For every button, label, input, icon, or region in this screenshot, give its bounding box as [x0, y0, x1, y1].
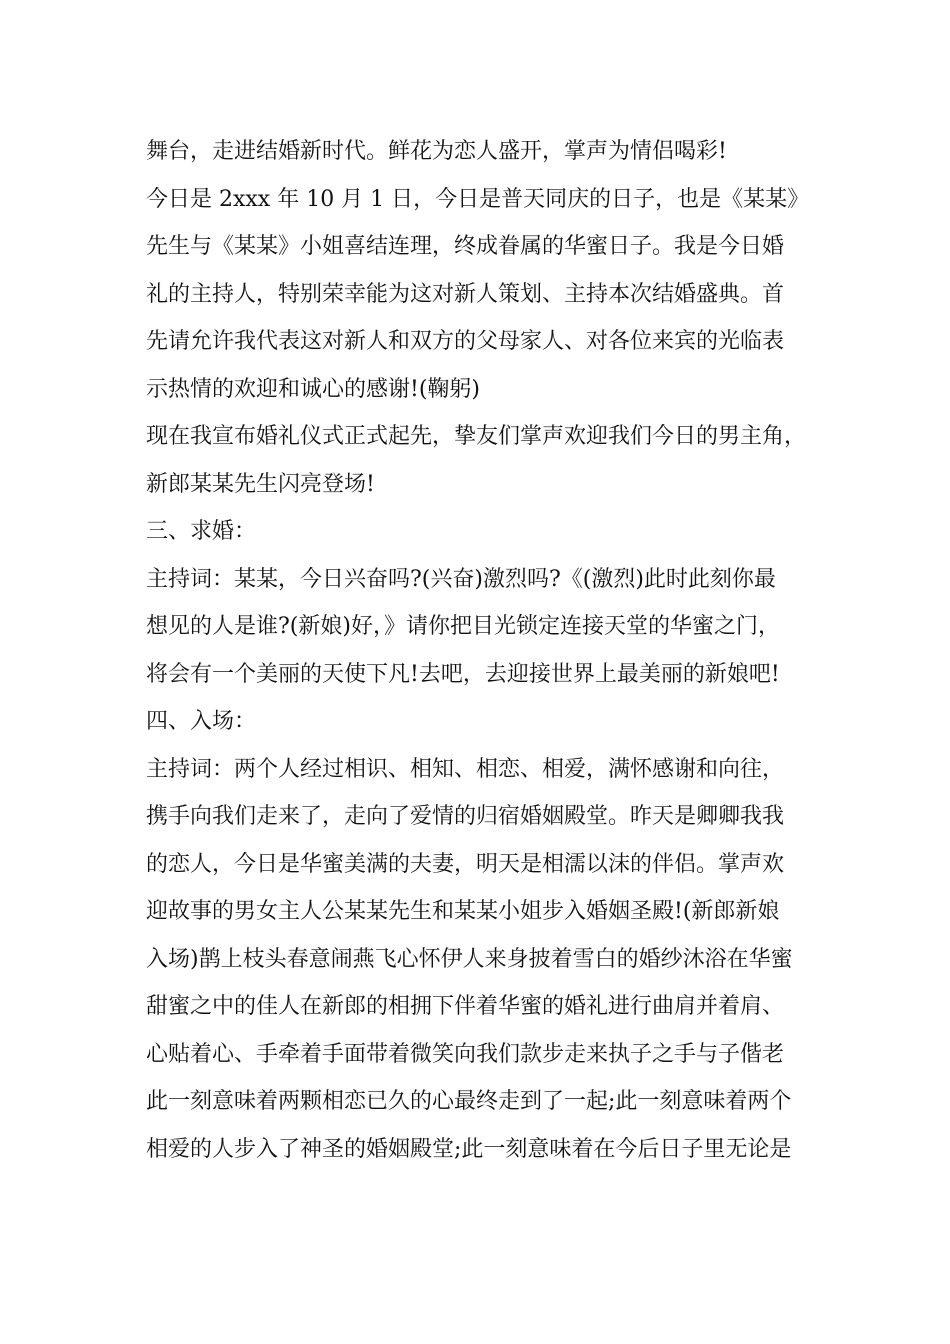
text-line: 相爱的人步入了神圣的婚姻殿堂;此一刻意味着在今后日子里无论是 — [146, 1136, 792, 1162]
text-line: 先请允许我代表这对新人和双方的父母家人、对各位来宾的光临表 — [146, 329, 785, 354]
text-line: 今日是 2xxx 年 10 月 1 日，今日是普天同庆的日子，也是《某某》 — [146, 186, 810, 212]
text-line: 此一刻意味着两颗相恋已久的心最终走到了一起;此一刻意味着两个 — [146, 1089, 792, 1114]
section-heading: 三、求婚： — [146, 519, 257, 544]
text-line: 携手向我们走来了，走向了爱情的归宿婚姻殿堂。昨天是卿卿我我 — [146, 804, 785, 829]
text-line: 先生与《某某》小姐喜结连理，终成眷属的华蜜日子。我是今日婚 — [146, 234, 785, 259]
text-line: 想见的人是谁?(新娘)好，》请你把目光锁定连接天堂的华蜜之门， — [146, 614, 780, 639]
section-heading: 四、入场： — [146, 709, 257, 734]
text-line: 主持词：两个人经过相识、相知、相恋、相爱，满怀感谢和向往， — [146, 756, 785, 782]
text-line: 新郎某某先生闪亮登场! — [146, 471, 375, 497]
text-line: 的恋人，今日是华蜜美满的夫妻，明天是相濡以沫的伴侣。掌声欢 — [146, 851, 785, 877]
text-line: 舞台，走进结婚新时代。鲜花为恋人盛开，掌声为情侣喝彩! — [146, 139, 727, 164]
text-line: 将会有一个美丽的天使下凡!去吧，去迎接世界上最美丽的新娘吧! — [146, 661, 780, 687]
text-line: 示热情的欢迎和诚心的感谢!(鞠躬) — [146, 376, 481, 402]
text-line: 主持词：某某，今日兴奋吗?(兴奋)激烈吗?《(激烈)此时此刻你最 — [146, 566, 776, 592]
text-line: 心贴着心、手牵着手面带着微笑向我们款步走来执子之手与子偕老 — [146, 1041, 785, 1067]
text-line: 甜蜜之中的佳人在新郎的相拥下伴着华蜜的婚礼进行曲肩并着肩、 — [146, 994, 785, 1019]
text-line: 现在我宣布婚礼仪式正式起先，挚友们掌声欢迎我们今日的男主角， — [146, 424, 807, 449]
text-line: 入场)鹊上枝头春意闹燕飞心怀伊人来身披着雪白的婚纱沐浴在华蜜 — [146, 946, 793, 972]
document-body — [146, 128, 836, 1173]
text-line: 迎故事的男女主人公某某先生和某某小姐步入婚姻圣殿!(新郎新娘 — [146, 899, 780, 924]
text-line: 礼的主持人，特别荣幸能为这对新人策划、主持本次结婚盛典。首 — [146, 281, 785, 307]
